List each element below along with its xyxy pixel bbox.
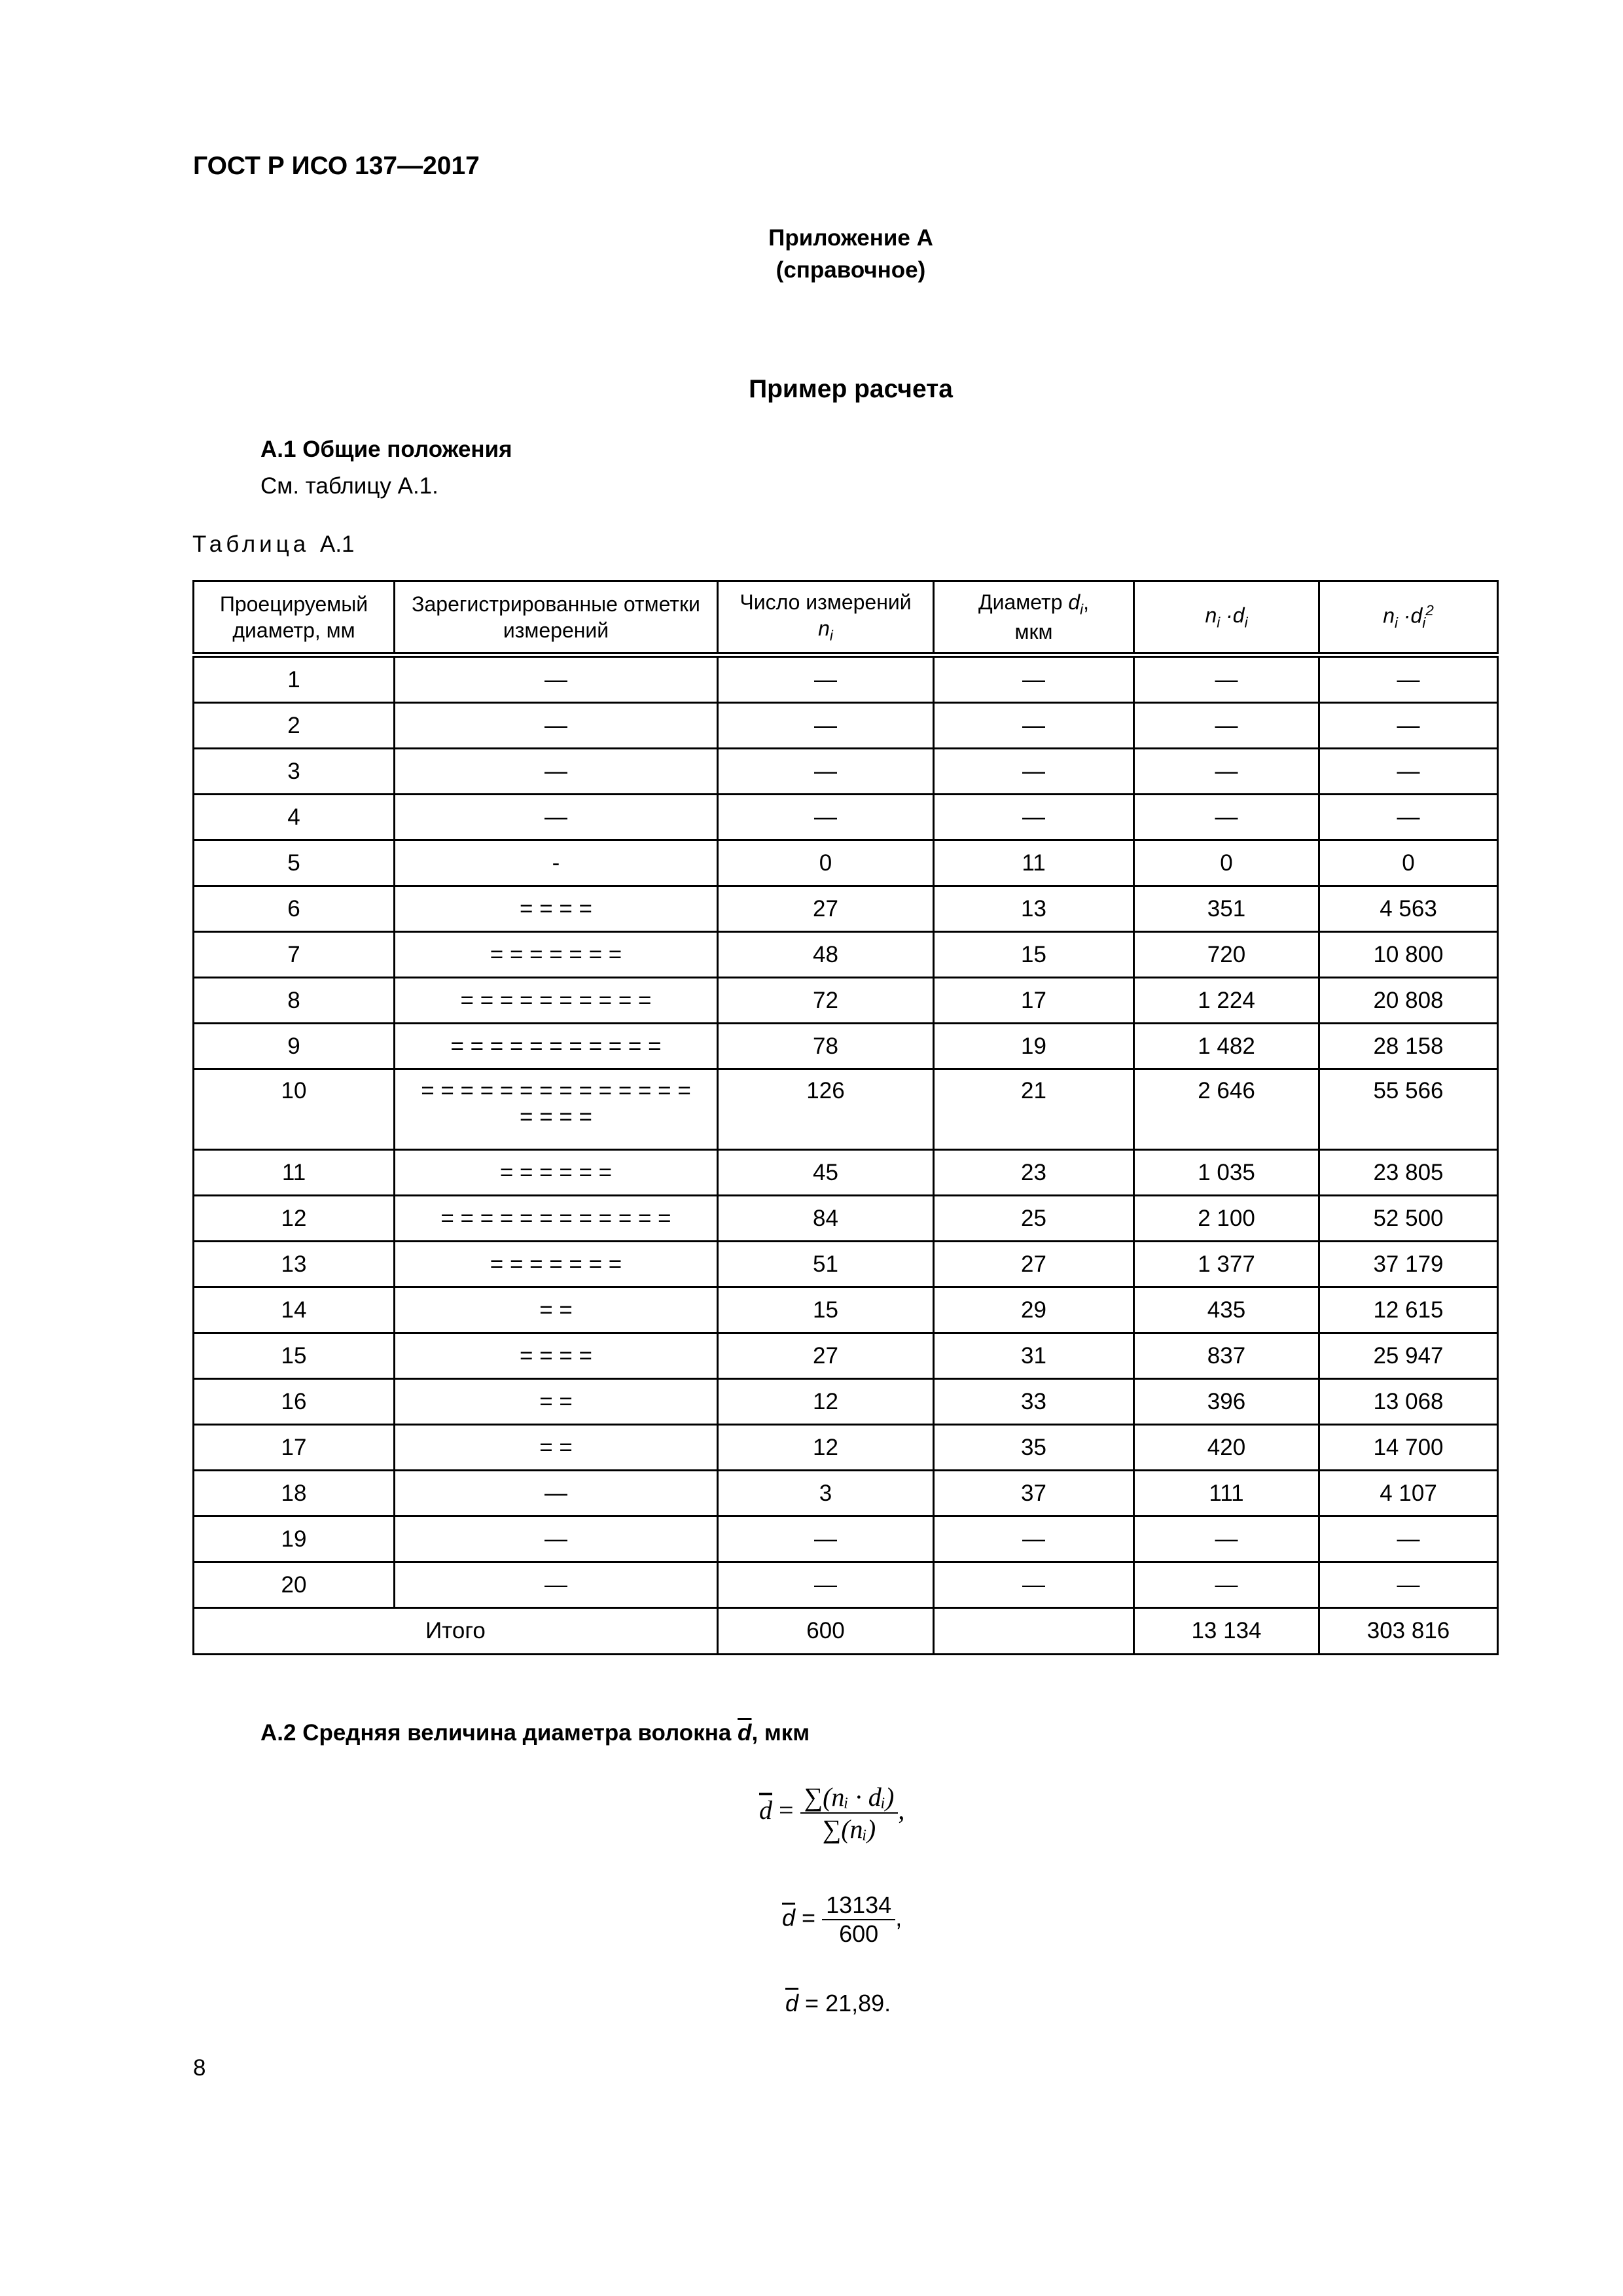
- cell-di: —: [934, 655, 1134, 703]
- table-caption-number: А.1: [319, 531, 355, 557]
- appendix-title: Приложение А: [768, 225, 933, 251]
- cell-nd: 111: [1134, 1471, 1319, 1516]
- header-nd-n: n: [1205, 603, 1217, 627]
- cell-marks: —: [395, 795, 718, 840]
- cell-marks: -: [395, 840, 718, 886]
- total-count: 600: [718, 1608, 934, 1655]
- cell-nd2: —: [1319, 703, 1498, 749]
- header-nd-i2: i: [1244, 614, 1248, 631]
- formula-numerator: ∑(nᵢ · dᵢ): [800, 1782, 899, 1814]
- cell-marks: —: [395, 703, 718, 749]
- table-row: [194, 1471, 1498, 1516]
- cell-count: 12: [718, 1379, 934, 1425]
- cell-count: 3: [718, 1471, 934, 1516]
- cell-di: 37: [934, 1471, 1134, 1516]
- cell-diameter: 4: [194, 795, 395, 840]
- table-row: [194, 1425, 1498, 1471]
- header-diameter-sub: i: [1080, 601, 1084, 618]
- appendix-type: (справочное): [776, 257, 926, 283]
- cell-nd2: —: [1319, 749, 1498, 795]
- cell-nd2: —: [1319, 1562, 1498, 1608]
- cell-di: 19: [934, 1024, 1134, 1069]
- cell-diameter: 8: [194, 978, 395, 1024]
- cell-di: 27: [934, 1242, 1134, 1287]
- cell-marks: —: [395, 1471, 718, 1516]
- cell-marks: = =: [395, 1379, 718, 1425]
- cell-marks: = =: [395, 1425, 718, 1471]
- cell-di: —: [934, 749, 1134, 795]
- cell-marks: —: [395, 655, 718, 703]
- cell-count: 126: [718, 1069, 934, 1150]
- cell-di: —: [934, 703, 1134, 749]
- total-nd2: 303 816: [1319, 1608, 1498, 1655]
- cell-diameter: 6: [194, 886, 395, 932]
- header-projected-diameter: Проецируемый диаметр, мм: [194, 581, 395, 655]
- formula2-fraction: [822, 1892, 895, 1948]
- formula-denominator: ∑(nᵢ): [822, 1814, 876, 1844]
- table-row: [194, 1242, 1498, 1287]
- cell-marks: = = = = = = =: [395, 932, 718, 978]
- cell-count: 27: [718, 886, 934, 932]
- cell-count: —: [718, 1516, 934, 1562]
- table-row: [194, 978, 1498, 1024]
- cell-count: 72: [718, 978, 934, 1024]
- cell-count: —: [718, 1562, 934, 1608]
- cell-di: 31: [934, 1333, 1134, 1379]
- table-header-row: [194, 581, 1498, 655]
- formula-result: [785, 1990, 891, 2017]
- cell-diameter: 9: [194, 1024, 395, 1069]
- example-title: Пример расчета: [749, 375, 953, 403]
- cell-diameter: 17: [194, 1425, 395, 1471]
- header-count-sub: i: [829, 627, 833, 644]
- cell-diameter: 15: [194, 1333, 395, 1379]
- cell-count: 51: [718, 1242, 934, 1287]
- table-row: [194, 1069, 1498, 1150]
- cell-nd: 2 100: [1134, 1196, 1319, 1242]
- formula-end: ,: [898, 1795, 905, 1825]
- formula2-lhs: $\overline{d}$: [782, 1904, 796, 1931]
- cell-nd: 1 482: [1134, 1024, 1319, 1069]
- cell-nd2: —: [1319, 655, 1498, 703]
- table-row: [194, 932, 1498, 978]
- section-a2-text: А.2 Средняя величина диаметра волокна: [260, 1720, 732, 1746]
- table-row: [194, 886, 1498, 932]
- header-diameter: Диаметр $d_i$, мкм: [934, 581, 1134, 655]
- section-a1-heading: А.1 Общие положения: [260, 437, 512, 462]
- section-a2-unit: , мкм: [751, 1720, 810, 1746]
- cell-count: —: [718, 749, 934, 795]
- cell-nd2: 37 179: [1319, 1242, 1498, 1287]
- cell-nd2: —: [1319, 795, 1498, 840]
- cell-diameter: 16: [194, 1379, 395, 1425]
- cell-nd: 435: [1134, 1287, 1319, 1333]
- table-row: [194, 1516, 1498, 1562]
- table-row: [194, 655, 1498, 703]
- cell-nd2: —: [1319, 1516, 1498, 1562]
- cell-di: 23: [934, 1150, 1134, 1196]
- cell-diameter: 20: [194, 1562, 395, 1608]
- cell-nd: 1 035: [1134, 1150, 1319, 1196]
- cell-nd2: 23 805: [1319, 1150, 1498, 1196]
- cell-nd: 720: [1134, 932, 1319, 978]
- cell-diameter: 2: [194, 703, 395, 749]
- table-row: [194, 749, 1498, 795]
- formula3-value: 21,89.: [825, 1990, 891, 2017]
- cell-nd: —: [1134, 795, 1319, 840]
- cell-diameter: 7: [194, 932, 395, 978]
- cell-nd: —: [1134, 1516, 1319, 1562]
- total-di: [934, 1608, 1134, 1655]
- cell-di: 29: [934, 1287, 1134, 1333]
- cell-diameter: 11: [194, 1150, 395, 1196]
- header-nd2-n: n: [1383, 603, 1395, 628]
- document-code: ГОСТ Р ИСО 137—2017: [193, 152, 480, 180]
- table-row: [194, 1333, 1498, 1379]
- cell-marks: = = = =: [395, 1333, 718, 1379]
- header-nd2-d: d: [1410, 603, 1423, 628]
- cell-diameter: 5: [194, 840, 395, 886]
- section-a2-var: $\overline{d}$: [738, 1720, 752, 1746]
- cell-di: —: [934, 1516, 1134, 1562]
- cell-nd2: 12 615: [1319, 1287, 1498, 1333]
- cell-count: 12: [718, 1425, 934, 1471]
- cell-diameter: 13: [194, 1242, 395, 1287]
- table-caption: [192, 531, 355, 558]
- formula-lhs: $\overline{d}$: [759, 1795, 772, 1825]
- cell-nd: 2 646: [1134, 1069, 1319, 1150]
- cell-count: 84: [718, 1196, 934, 1242]
- cell-diameter: 19: [194, 1516, 395, 1562]
- table-row: [194, 795, 1498, 840]
- cell-count: —: [718, 795, 934, 840]
- header-nd2-pow: 2: [1425, 601, 1434, 619]
- table-row: [194, 1379, 1498, 1425]
- header-n-times-d-squared: $n_i \cdot d_i^2$: [1319, 581, 1498, 655]
- cell-nd2: 52 500: [1319, 1196, 1498, 1242]
- table-row: [194, 1196, 1498, 1242]
- cell-nd: 396: [1134, 1379, 1319, 1425]
- cell-di: 25: [934, 1196, 1134, 1242]
- cell-nd: 837: [1134, 1333, 1319, 1379]
- cell-di: —: [934, 795, 1134, 840]
- page-number: 8: [193, 2055, 206, 2081]
- cell-diameter: 1: [194, 655, 395, 703]
- cell-di: 15: [934, 932, 1134, 978]
- cell-marks: = = = = = = =: [395, 1242, 718, 1287]
- cell-marks: = = = = = = = = = = = =: [395, 1196, 718, 1242]
- cell-nd: 1 224: [1134, 978, 1319, 1024]
- table-row: [194, 1150, 1498, 1196]
- cell-count: 78: [718, 1024, 934, 1069]
- cell-nd2: 55 566: [1319, 1069, 1498, 1150]
- section-a2-heading: [260, 1720, 810, 1746]
- cell-marks: —: [395, 1562, 718, 1608]
- cell-count: 48: [718, 932, 934, 978]
- cell-diameter: 3: [194, 749, 395, 795]
- formula-mean-diameter: [759, 1782, 904, 1844]
- cell-nd: 0: [1134, 840, 1319, 886]
- measurement-table: [192, 580, 1499, 1655]
- header-diameter-unit: мкм: [1014, 620, 1053, 644]
- cell-nd2: 10 800: [1319, 932, 1498, 978]
- table-row: [194, 1024, 1498, 1069]
- table-row: [194, 703, 1498, 749]
- section-a1-ref: См. таблицу А.1.: [260, 473, 438, 499]
- cell-nd2: 13 068: [1319, 1379, 1498, 1425]
- header-count-var: n: [818, 616, 830, 640]
- formula2-end: ,: [895, 1904, 902, 1931]
- cell-count: 45: [718, 1150, 934, 1196]
- header-nd2-i2: i: [1422, 615, 1426, 632]
- cell-diameter: 14: [194, 1287, 395, 1333]
- header-diameter-label: Диаметр: [978, 590, 1063, 614]
- formula-equals: =: [779, 1795, 794, 1825]
- formula2-denominator: 600: [839, 1920, 879, 1947]
- cell-count: —: [718, 655, 934, 703]
- cell-di: 17: [934, 978, 1134, 1024]
- cell-nd2: 0: [1319, 840, 1498, 886]
- total-nd: 13 134: [1134, 1608, 1319, 1655]
- cell-nd: —: [1134, 749, 1319, 795]
- cell-di: 11: [934, 840, 1134, 886]
- table-total-row: [194, 1608, 1498, 1655]
- cell-diameter: 10: [194, 1069, 395, 1150]
- table-row: [194, 840, 1498, 886]
- table-row: [194, 1562, 1498, 1608]
- header-diameter-var: d: [1068, 590, 1080, 614]
- cell-count: —: [718, 703, 934, 749]
- cell-di: 35: [934, 1425, 1134, 1471]
- cell-nd2: 28 158: [1319, 1024, 1498, 1069]
- formula3-equals: =: [805, 1990, 819, 2017]
- cell-marks: = = = = = =: [395, 1150, 718, 1196]
- formula2-equals: =: [802, 1904, 816, 1931]
- table-caption-word: Таблица: [192, 531, 310, 557]
- cell-nd: 420: [1134, 1425, 1319, 1471]
- cell-marks: = = = = = = = = = =: [395, 978, 718, 1024]
- formula-fraction: [800, 1782, 899, 1844]
- header-nd2-i1: i: [1395, 615, 1398, 632]
- formula2-numerator: 13134: [822, 1892, 895, 1920]
- header-marks: Зарегистрированные отметки измерений: [395, 581, 718, 655]
- cell-di: 33: [934, 1379, 1134, 1425]
- table-row: [194, 1287, 1498, 1333]
- cell-di: —: [934, 1562, 1134, 1608]
- cell-nd: —: [1134, 1562, 1319, 1608]
- cell-marks: —: [395, 749, 718, 795]
- cell-diameter: 12: [194, 1196, 395, 1242]
- header-count: [718, 581, 934, 655]
- cell-nd2: 4 107: [1319, 1471, 1498, 1516]
- cell-diameter: 18: [194, 1471, 395, 1516]
- cell-nd: 1 377: [1134, 1242, 1319, 1287]
- cell-count: 15: [718, 1287, 934, 1333]
- cell-di: 21: [934, 1069, 1134, 1150]
- header-nd-d: d: [1232, 603, 1245, 627]
- header-count-label: Число измерений: [740, 590, 912, 614]
- cell-nd2: 20 808: [1319, 978, 1498, 1024]
- cell-marks: = =: [395, 1287, 718, 1333]
- cell-nd2: 14 700: [1319, 1425, 1498, 1471]
- cell-di: 13: [934, 886, 1134, 932]
- cell-nd: —: [1134, 655, 1319, 703]
- cell-nd: 351: [1134, 886, 1319, 932]
- cell-nd2: 4 563: [1319, 886, 1498, 932]
- cell-marks: = = = =: [395, 886, 718, 932]
- header-nd-i1: i: [1217, 614, 1221, 631]
- formula3-lhs: $\overline{d}$: [785, 1990, 799, 2017]
- cell-count: 0: [718, 840, 934, 886]
- cell-count: 27: [718, 1333, 934, 1379]
- cell-marks: = = = = = = = = = = =: [395, 1024, 718, 1069]
- total-label: Итого: [194, 1608, 718, 1655]
- cell-nd: —: [1134, 703, 1319, 749]
- cell-nd2: 25 947: [1319, 1333, 1498, 1379]
- formula-substituted: [782, 1892, 902, 1948]
- cell-marks: = = = = = = = = = = = = = = = = = =: [395, 1069, 718, 1150]
- header-n-times-d: $n_i \cdot d_i$: [1134, 581, 1319, 655]
- cell-marks: —: [395, 1516, 718, 1562]
